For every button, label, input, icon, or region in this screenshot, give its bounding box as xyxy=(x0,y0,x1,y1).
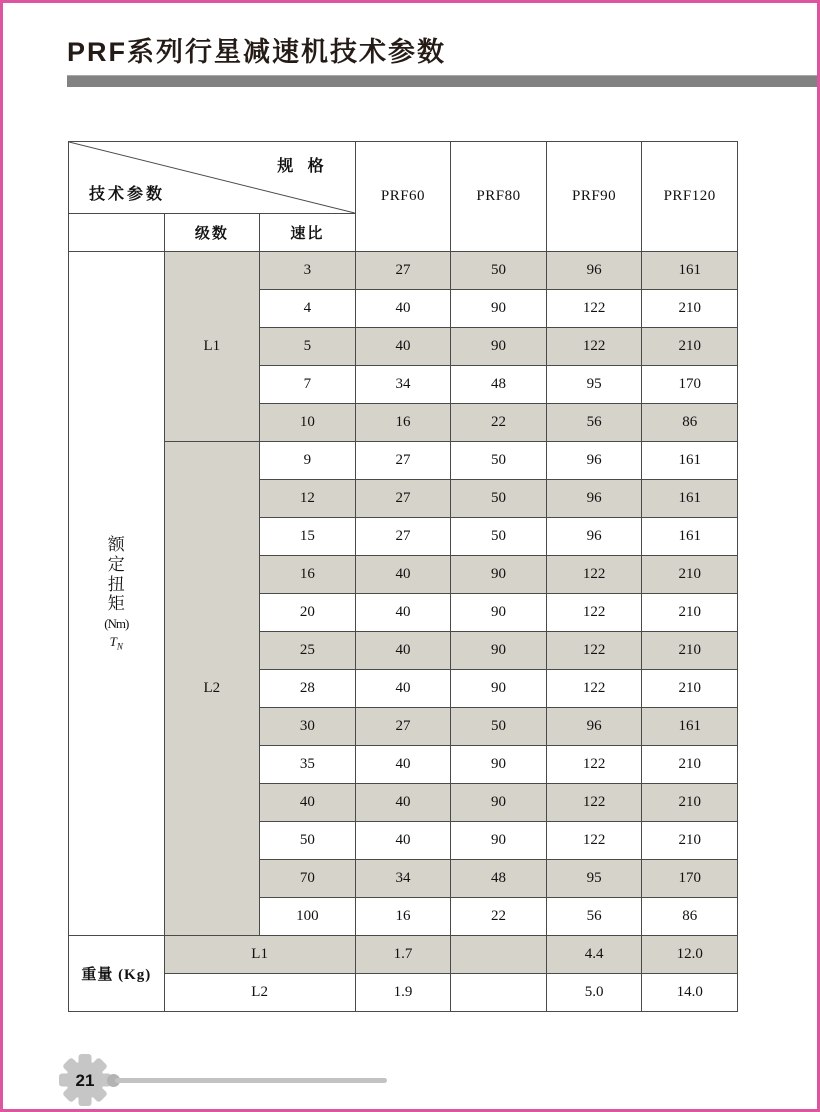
torque-value-prf90: 122 xyxy=(546,746,642,784)
torque-row-label: 额 定 扭 矩 (Nm) $T_N$ xyxy=(69,252,165,936)
torque-value-prf90: 122 xyxy=(546,822,642,860)
ratio-cell: 4 xyxy=(260,290,356,328)
torque-value-prf90: 122 xyxy=(546,290,642,328)
weight-value-prf60: 1.9 xyxy=(355,974,451,1012)
torque-value-prf80: 50 xyxy=(451,442,547,480)
ratio-cell: 20 xyxy=(260,594,356,632)
torque-value-prf60: 40 xyxy=(355,290,451,328)
ratio-cell: 5 xyxy=(260,328,356,366)
stages-header: 级数 xyxy=(164,214,260,252)
column-header-prf120: PRF120 xyxy=(642,142,738,252)
stage-cell-l1: L1 xyxy=(164,252,260,442)
torque-value-prf120: 210 xyxy=(642,670,738,708)
torque-value-prf60: 40 xyxy=(355,594,451,632)
torque-value-prf90: 56 xyxy=(546,404,642,442)
torque-value-prf90: 122 xyxy=(546,670,642,708)
torque-value-prf120: 161 xyxy=(642,518,738,556)
ratio-cell: 28 xyxy=(260,670,356,708)
torque-value-prf120: 86 xyxy=(642,404,738,442)
torque-value-prf60: 16 xyxy=(355,404,451,442)
torque-value-prf120: 210 xyxy=(642,290,738,328)
corner-diagonal-cell xyxy=(69,142,356,214)
ratio-cell: 9 xyxy=(260,442,356,480)
torque-value-prf60: 40 xyxy=(355,632,451,670)
torque-value-prf120: 210 xyxy=(642,746,738,784)
torque-value-prf80: 90 xyxy=(451,670,547,708)
torque-value-prf90: 122 xyxy=(546,594,642,632)
torque-value-prf90: 122 xyxy=(546,328,642,366)
torque-value-prf80: 50 xyxy=(451,480,547,518)
torque-value-prf120: 161 xyxy=(642,252,738,290)
torque-value-prf90: 96 xyxy=(546,518,642,556)
column-header-prf60: PRF60 xyxy=(355,142,451,252)
torque-value-prf60: 40 xyxy=(355,746,451,784)
ratio-cell: 7 xyxy=(260,366,356,404)
weight-value-prf120: 12.0 xyxy=(642,936,738,974)
page-footer xyxy=(57,1052,769,1108)
ratio-cell: 15 xyxy=(260,518,356,556)
torque-value-prf60: 16 xyxy=(355,898,451,936)
torque-value-prf80: 90 xyxy=(451,746,547,784)
torque-value-prf120: 210 xyxy=(642,632,738,670)
spec-row xyxy=(69,252,738,290)
torque-value-prf120: 170 xyxy=(642,860,738,898)
title-underline-bar xyxy=(67,75,817,87)
torque-value-prf80: 22 xyxy=(451,898,547,936)
torque-value-prf80: 22 xyxy=(451,404,547,442)
ratio-cell: 12 xyxy=(260,480,356,518)
torque-value-prf120: 210 xyxy=(642,556,738,594)
torque-value-prf120: 170 xyxy=(642,366,738,404)
torque-value-prf90: 122 xyxy=(546,784,642,822)
torque-value-prf80: 50 xyxy=(451,518,547,556)
torque-value-prf90: 96 xyxy=(546,252,642,290)
ratio-header: 速比 xyxy=(260,214,356,252)
torque-value-prf120: 210 xyxy=(642,594,738,632)
ratio-cell: 40 xyxy=(260,784,356,822)
torque-value-prf60: 40 xyxy=(355,822,451,860)
torque-value-prf80: 90 xyxy=(451,328,547,366)
torque-value-prf80: 90 xyxy=(451,594,547,632)
torque-value-prf90: 96 xyxy=(546,480,642,518)
footer-decorative-line xyxy=(115,1078,387,1083)
ratio-cell: 50 xyxy=(260,822,356,860)
torque-value-prf90: 122 xyxy=(546,632,642,670)
torque-value-prf90: 56 xyxy=(546,898,642,936)
ratio-cell: 16 xyxy=(260,556,356,594)
corner-label-tech-params: 技术参数 xyxy=(89,186,166,203)
spec-row xyxy=(69,442,738,480)
torque-value-prf60: 40 xyxy=(355,556,451,594)
weight-value-prf90: 5.0 xyxy=(546,974,642,1012)
torque-value-prf60: 27 xyxy=(355,252,451,290)
ratio-cell: 70 xyxy=(260,860,356,898)
torque-value-prf60: 27 xyxy=(355,708,451,746)
weight-row-label: 重量 (Kg) xyxy=(69,936,165,1012)
torque-value-prf60: 40 xyxy=(355,328,451,366)
torque-value-prf80: 90 xyxy=(451,784,547,822)
weight-value-prf80 xyxy=(451,974,547,1012)
corner-label-spec: 规 格 xyxy=(277,158,329,175)
torque-value-prf90: 96 xyxy=(546,442,642,480)
column-header-prf90: PRF90 xyxy=(546,142,642,252)
torque-value-prf90: 96 xyxy=(546,708,642,746)
torque-value-prf90: 122 xyxy=(546,556,642,594)
weight-value-prf90: 4.4 xyxy=(546,936,642,974)
weight-value-prf80 xyxy=(451,936,547,974)
spec-table xyxy=(68,141,738,1012)
weight-row xyxy=(69,974,738,1012)
header-row-1 xyxy=(69,142,738,214)
torque-value-prf80: 90 xyxy=(451,556,547,594)
weight-stage-l1: L1 xyxy=(164,936,355,974)
torque-value-prf120: 210 xyxy=(642,784,738,822)
empty-header-cell xyxy=(69,214,165,252)
torque-value-prf120: 210 xyxy=(642,328,738,366)
weight-value-prf60: 1.7 xyxy=(355,936,451,974)
torque-value-prf60: 34 xyxy=(355,860,451,898)
torque-value-prf80: 48 xyxy=(451,860,547,898)
page-title: PRF系列行星减速机技术参数 xyxy=(67,37,446,67)
weight-value-prf120: 14.0 xyxy=(642,974,738,1012)
torque-value-prf80: 50 xyxy=(451,252,547,290)
stage-cell-l2: L2 xyxy=(164,442,260,936)
ratio-cell: 25 xyxy=(260,632,356,670)
ratio-cell: 3 xyxy=(260,252,356,290)
torque-value-prf80: 50 xyxy=(451,708,547,746)
weight-row xyxy=(69,936,738,974)
torque-value-prf60: 27 xyxy=(355,442,451,480)
torque-value-prf60: 27 xyxy=(355,480,451,518)
torque-value-prf90: 95 xyxy=(546,366,642,404)
torque-value-prf80: 90 xyxy=(451,290,547,328)
torque-value-prf60: 27 xyxy=(355,518,451,556)
gear-page-number-icon xyxy=(57,1052,113,1108)
torque-value-prf120: 161 xyxy=(642,442,738,480)
torque-value-prf120: 161 xyxy=(642,708,738,746)
torque-value-prf120: 210 xyxy=(642,822,738,860)
ratio-cell: 30 xyxy=(260,708,356,746)
column-header-prf80: PRF80 xyxy=(451,142,547,252)
torque-value-prf80: 90 xyxy=(451,632,547,670)
torque-value-prf80: 90 xyxy=(451,822,547,860)
torque-value-prf60: 40 xyxy=(355,670,451,708)
ratio-cell: 100 xyxy=(260,898,356,936)
page-number: 21 xyxy=(75,1071,95,1090)
torque-value-prf120: 86 xyxy=(642,898,738,936)
torque-value-prf80: 48 xyxy=(451,366,547,404)
torque-value-prf90: 95 xyxy=(546,860,642,898)
torque-value-prf60: 40 xyxy=(355,784,451,822)
torque-value-prf120: 161 xyxy=(642,480,738,518)
ratio-cell: 10 xyxy=(260,404,356,442)
weight-stage-l2: L2 xyxy=(164,974,355,1012)
ratio-cell: 35 xyxy=(260,746,356,784)
torque-value-prf60: 34 xyxy=(355,366,451,404)
